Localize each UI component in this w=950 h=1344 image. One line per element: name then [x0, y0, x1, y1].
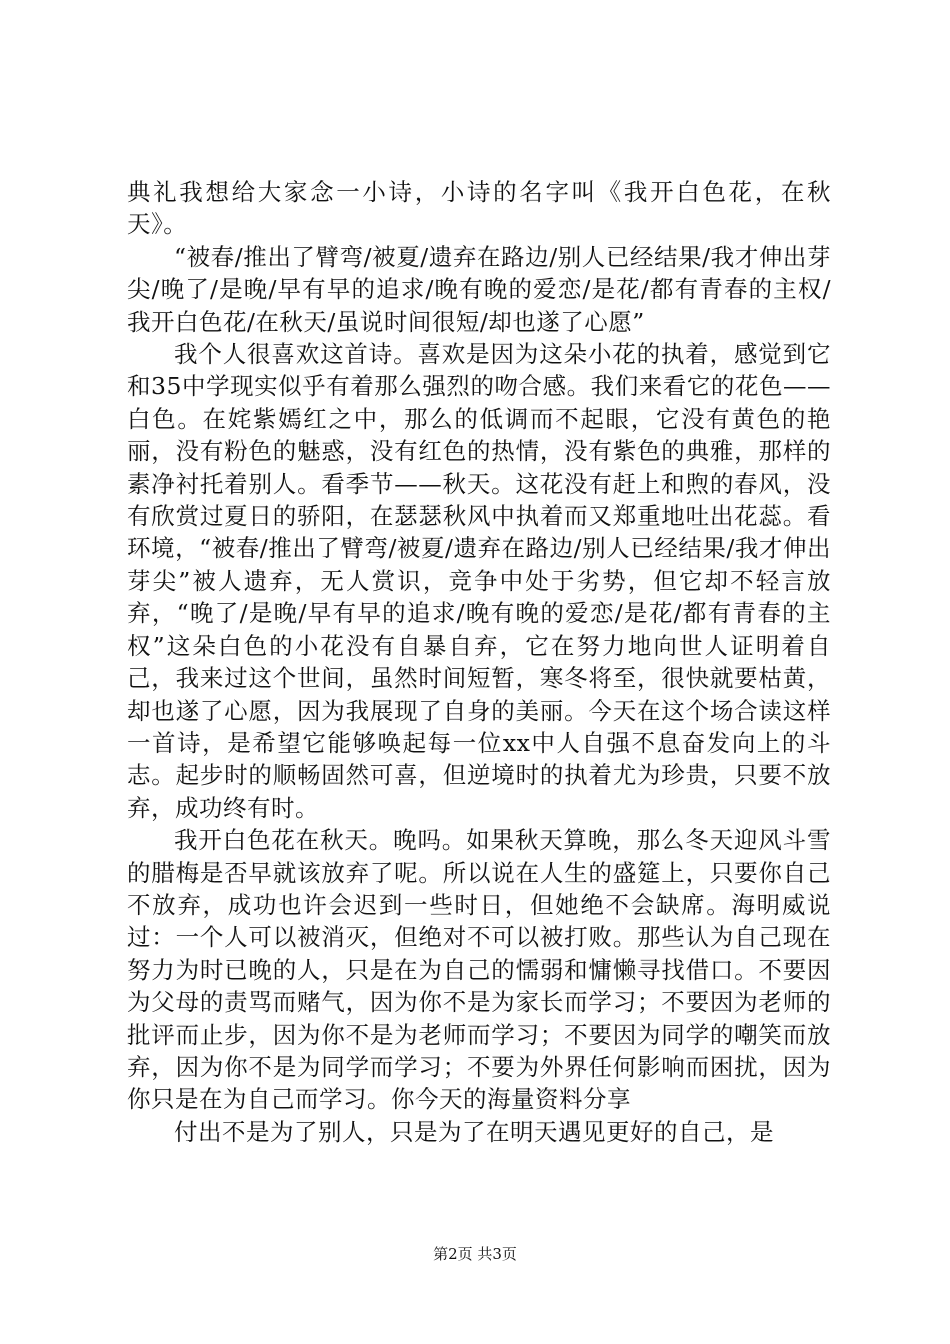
paragraph-1: 典礼我想给大家念一小诗，小诗的名字叫《我开白色花，在秋天》。 — [127, 178, 831, 239]
paragraph-2-poem: “被春/推出了臂弯/被夏/遗弃在路边/别人已经结果/我才伸出芽尖/晚了/是晚/早有早的追求/晚有晚的爱恋/是花/都有青春的主权/我开白色花/在秋天/虽说时间很短/却也遂了心愿” — [127, 242, 831, 336]
document-body — [127, 176, 831, 1148]
page-number-footer: 第2页 共3页 — [433, 1245, 517, 1263]
paragraph-5: 付出不是为了别人，只是为了在明天遇见更好的自己，是 — [174, 1117, 774, 1146]
paragraph-4: 我开白色花在秋天。晚吗。如果秋天算晚，那么冬天迎风斗雪的腊梅是否早就该放弃了呢。所以说在人生的盛筵上，只要你自己不放弃，成功也许会迟到一些时日，但她绝不会缺席。海明威说过：一个人可以被消灭，但绝对不可以被打败。那些认为自己现在努力为时已晚的人，只是在为自己的懦弱和慵懒寻找借口。不要因为父母的责骂而赌气，因为你不是为家长而学习；不要因为老师的批评而止步，因为你不是为老师而学习；不要因为同学的嘲笑而放弃，因为你不是为同学而学习；不要为外界任何影响而困扰，因为你只是在为自己而学习。你今天的海量资料分享 — [127, 826, 831, 1114]
paragraph-3: 我个人很喜欢这首诗。喜欢是因为这朵小花的执着，感觉到它和35中学现实似乎有着那么强烈的吻合感。我们来看它的花色——白色。在姹紫嫣红之中，那么的低调而不起眼，它没有黄色的艳丽，没有粉色的魅惑，没有红色的热情，没有紫色的典雅，那样的素净衬托着别人。看季节——秋天。这花没有赶上和煦的春风，没有欣赏过夏日的骄阳，在瑟瑟秋风中执着而又郑重地吐出花蕊。看环境，“被春/推出了臂弯/被夏/遗弃在路边/别人已经结果/我才伸出芽尖”被人遗弃，无人赏识，竞争中处于劣势，但它却不轻言放弃，“晚了/是晚/早有早的追求/晚有晚的爱恋/是花/都有青春的主权”这朵白色的小花没有自暴自弃，它在努力地向世人证明着自己，我来过这个世间，虽然时间短暂，寒冬将至，很快就要枯黄，却也遂了心愿，因为我展现了自身的美丽。今天在这个场合读这样一首诗，是希望它能够唤起每一位xx中人自强不息奋发向上的斗志。起步时的顺畅固然可喜，但逆境时的执着尤为珍贵，只要不放弃，成功终有时。 — [127, 340, 831, 822]
